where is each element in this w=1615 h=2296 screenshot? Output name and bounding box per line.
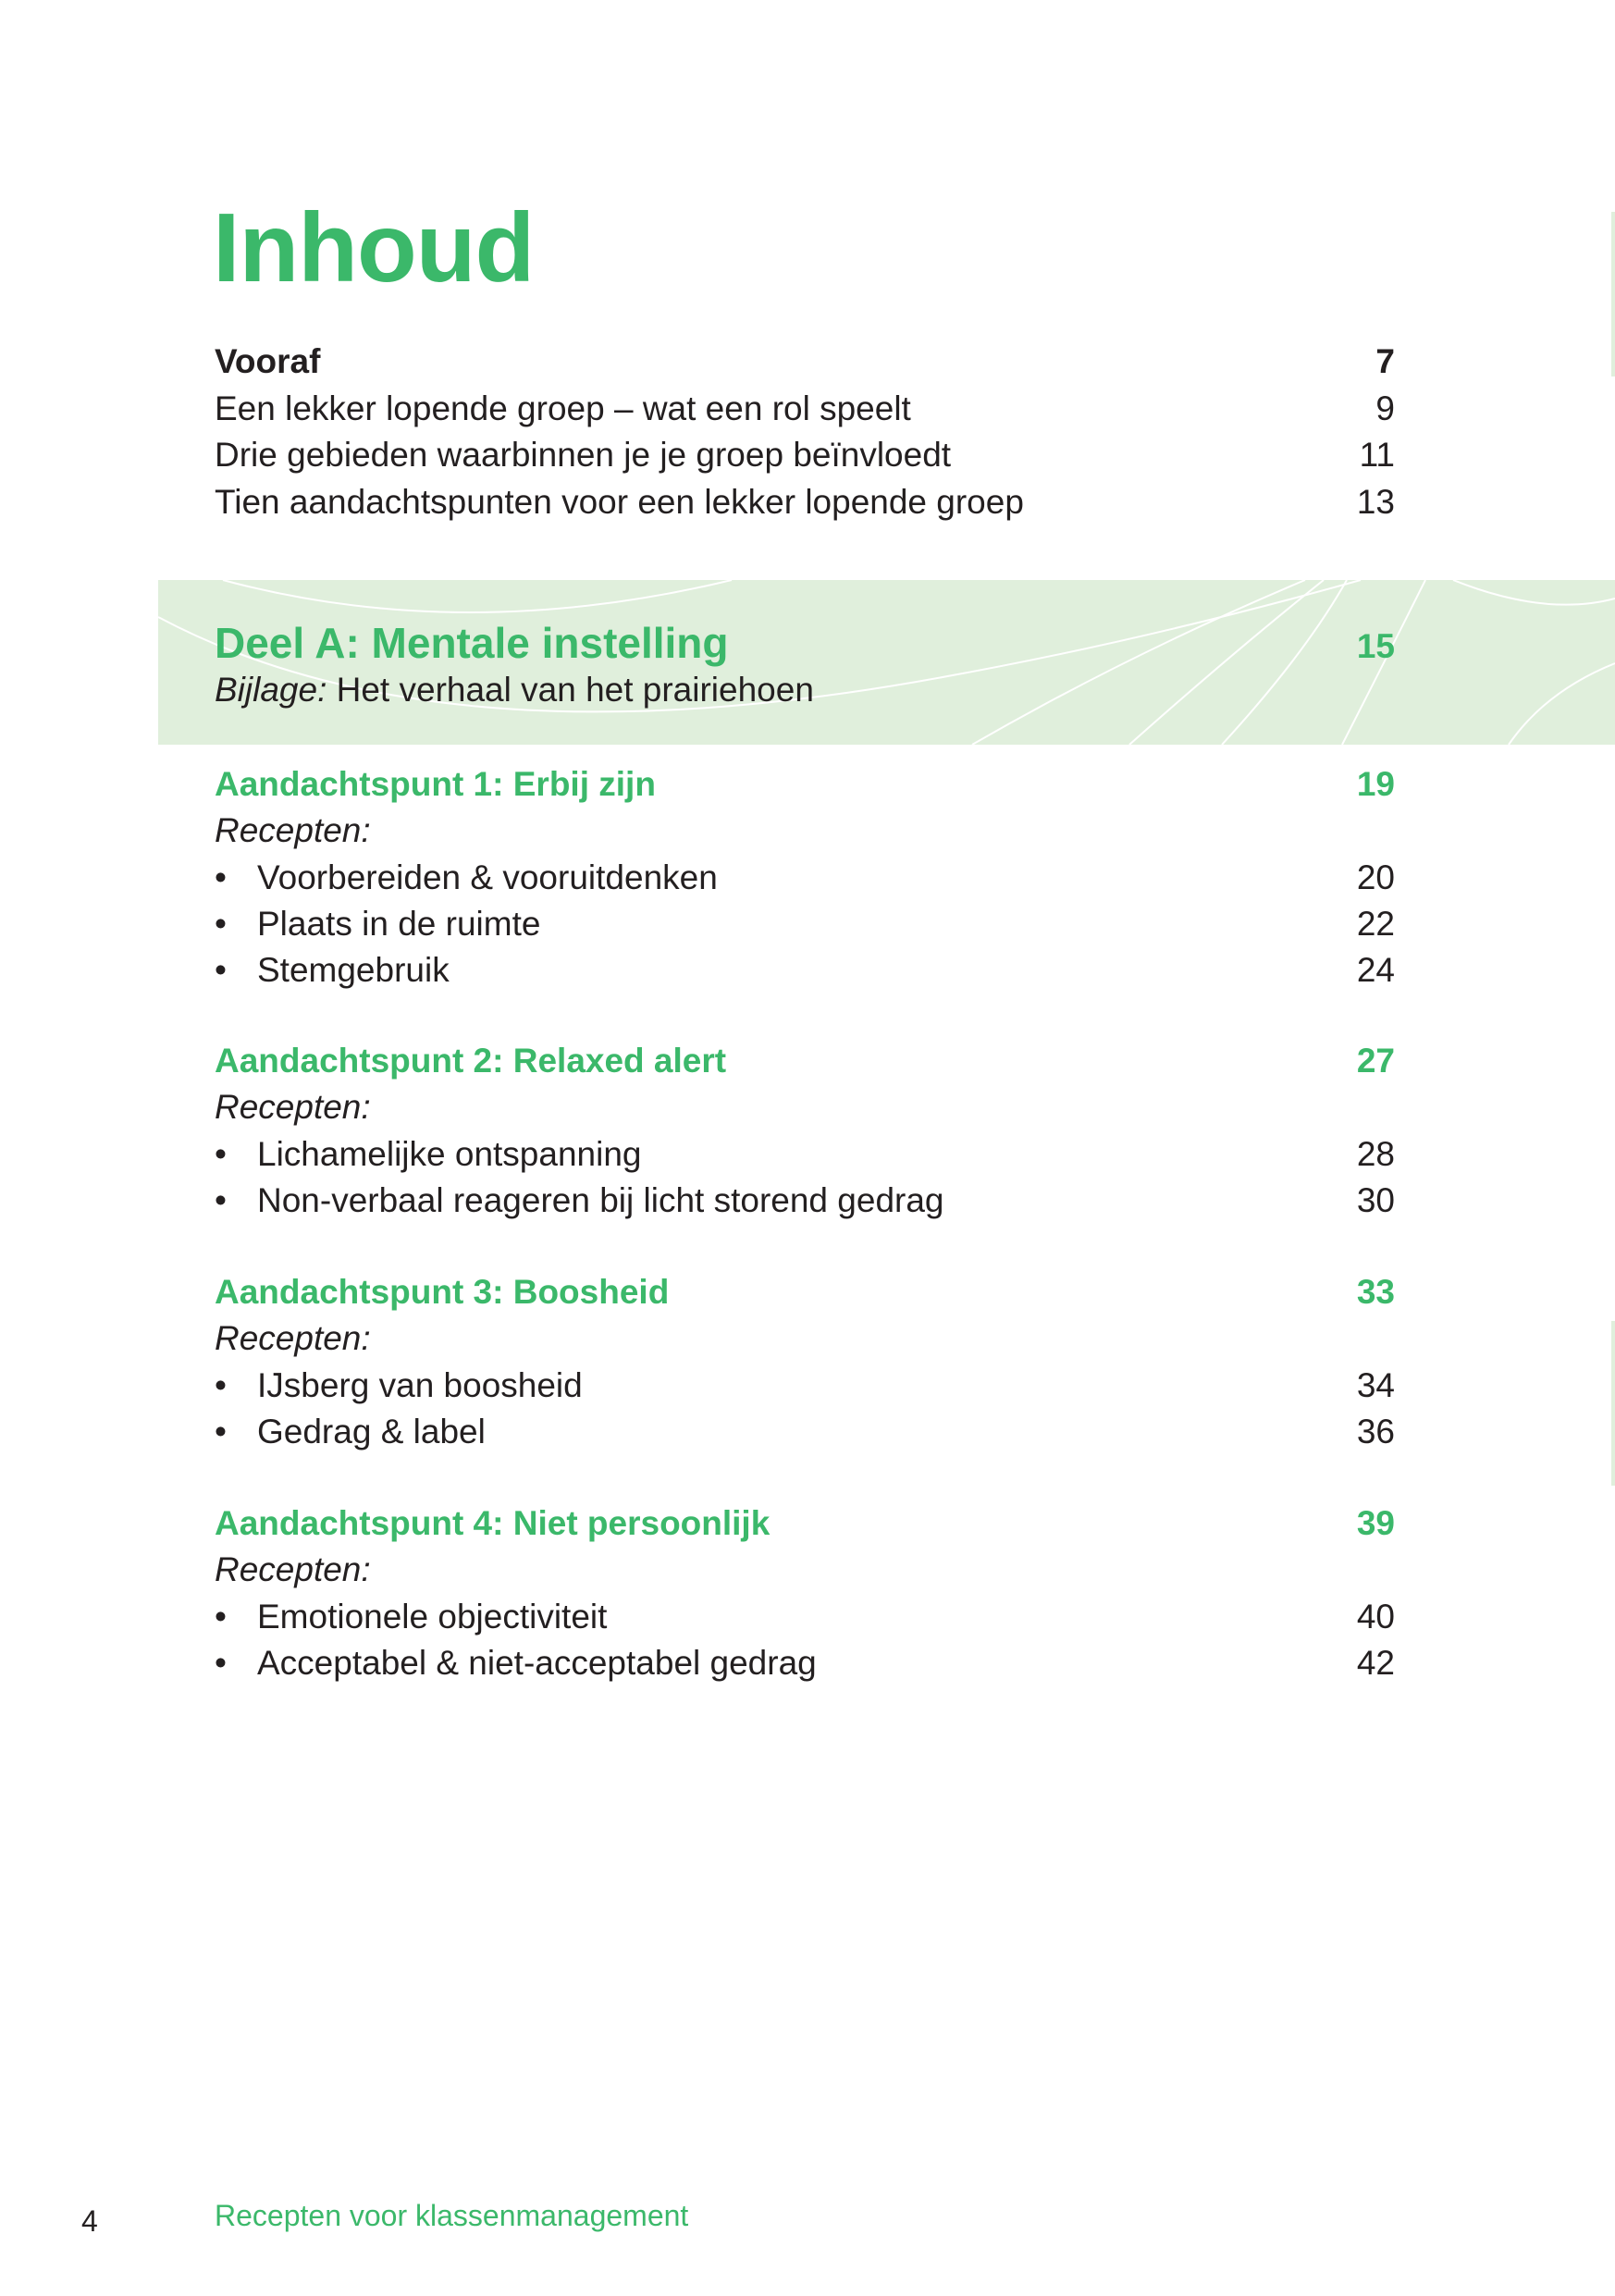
bullet-icon: • (215, 951, 227, 989)
toc-entry[interactable] (215, 436, 1395, 475)
recepten-label: Recepten: (215, 1319, 371, 1357)
toc-entry-page: 33 (1356, 1273, 1395, 1311)
bullet-icon: • (215, 1135, 227, 1173)
toc-entry-page: 30 (1356, 1181, 1395, 1219)
thumb-index-strip (1611, 1321, 1615, 1486)
swirl-line (1509, 663, 1615, 745)
toc-entry-page: 42 (1356, 1644, 1395, 1682)
bullet-icon: • (215, 1181, 227, 1219)
recepten-label-row (215, 1319, 1395, 1358)
bullet-icon: • (215, 1413, 227, 1450)
toc-entry-bijlage[interactable] (215, 671, 1395, 710)
page-title: Inhoud (213, 193, 535, 302)
toc-entry-label: Deel A: Mentale instelling (215, 619, 729, 667)
toc-section-heading[interactable] (215, 1042, 1395, 1080)
toc-entry-page: 20 (1356, 858, 1395, 896)
footer-page-number: 4 (81, 2204, 98, 2238)
toc-entry[interactable] (215, 951, 1395, 990)
toc-entry[interactable] (215, 858, 1395, 897)
toc-entry-page: 7 (1375, 342, 1395, 380)
toc-entry-page: 40 (1356, 1598, 1395, 1636)
toc-entry-page: 9 (1375, 389, 1395, 427)
toc-section-heading[interactable] (215, 765, 1395, 804)
bullet-icon: • (215, 1366, 227, 1404)
toc-entry-label: IJsberg van boosheid (257, 1366, 583, 1404)
toc-entry-page: 39 (1356, 1504, 1395, 1542)
toc-entry-label: Emotionele objectiviteit (257, 1598, 608, 1636)
toc-entry-label: Acceptabel & niet-acceptabel gedrag (257, 1644, 817, 1682)
toc-entry[interactable] (215, 1181, 1395, 1220)
toc-entry-label: Voorbereiden & vooruitdenken (257, 858, 718, 896)
toc-entry-page: 13 (1356, 483, 1395, 521)
toc-entry-label: Stemgebruik (257, 951, 450, 989)
toc-entry-page: 11 (1359, 436, 1395, 474)
toc-entry-page: 22 (1356, 905, 1395, 943)
toc-entry-label (215, 671, 814, 710)
toc-entry-label: Tien aandachtspunten voor een lekker lopende groep (215, 483, 1024, 521)
toc-entry-page: 19 (1356, 765, 1395, 803)
footer-book-title: Recepten voor klassenmanagement (215, 2199, 689, 2232)
toc-entry[interactable] (215, 1366, 1395, 1405)
toc-entry[interactable] (215, 1413, 1395, 1451)
toc-entry-page: 34 (1356, 1366, 1395, 1404)
toc-entry[interactable] (215, 905, 1395, 944)
toc-entry[interactable] (215, 483, 1395, 522)
toc-entry-page: 15 (1356, 627, 1395, 665)
bullet-icon: • (215, 858, 227, 896)
toc-entry-page: 27 (1356, 1042, 1395, 1080)
toc-section-heading[interactable] (215, 1273, 1395, 1312)
recepten-label: Recepten: (215, 811, 371, 849)
toc-entry[interactable] (215, 1644, 1395, 1683)
toc-entry-vooraf[interactable] (215, 342, 1395, 381)
bullet-icon: • (215, 1644, 227, 1682)
bullet-icon: • (215, 905, 227, 943)
toc-entry-label: Aandachtspunt 2: Relaxed alert (215, 1042, 727, 1080)
bullet-icon: • (215, 1598, 227, 1636)
toc-entry-label: Non-verbaal reageren bij licht storend gedrag (257, 1181, 944, 1219)
toc-entry-label: Een lekker lopende groep – wat een rol speelt (215, 389, 911, 427)
toc-entry[interactable] (215, 1598, 1395, 1636)
toc-entry-deel-a[interactable] (215, 618, 1395, 668)
toc-entry-label: Aandachtspunt 1: Erbij zijn (215, 765, 656, 803)
recepten-label: Recepten: (215, 1088, 371, 1126)
toc-entry-label: Aandachtspunt 4: Niet persoonlijk (215, 1504, 771, 1542)
toc-entry-label: Aandachtspunt 3: Boosheid (215, 1273, 670, 1311)
toc-entry-label: Vooraf (215, 342, 321, 380)
swirl-line (223, 580, 732, 612)
recepten-label-row (215, 1550, 1395, 1589)
bijlage-text: Het verhaal van het prairiehoen (327, 671, 814, 709)
recepten-label-row (215, 811, 1395, 850)
toc-entry-page: 24 (1356, 951, 1395, 989)
toc-entry-label: Plaats in de ruimte (257, 905, 541, 943)
toc-entry[interactable] (215, 1135, 1395, 1174)
bijlage-prefix: Bijlage: (215, 671, 327, 709)
thumb-index-strip (1611, 212, 1615, 376)
recepten-label-row (215, 1088, 1395, 1127)
toc-entry-label: Drie gebieden waarbinnen je je groep beïnvloedt (215, 436, 952, 474)
toc-entry-page: 36 (1356, 1413, 1395, 1450)
toc-entry-label: Lichamelijke ontspanning (257, 1135, 642, 1173)
toc-entry-page: 28 (1356, 1135, 1395, 1173)
recepten-label: Recepten: (215, 1550, 371, 1588)
toc-section-heading[interactable] (215, 1504, 1395, 1543)
swirl-line (1453, 580, 1615, 605)
toc-entry-label: Gedrag & label (257, 1413, 486, 1450)
toc-entry[interactable] (215, 389, 1395, 428)
